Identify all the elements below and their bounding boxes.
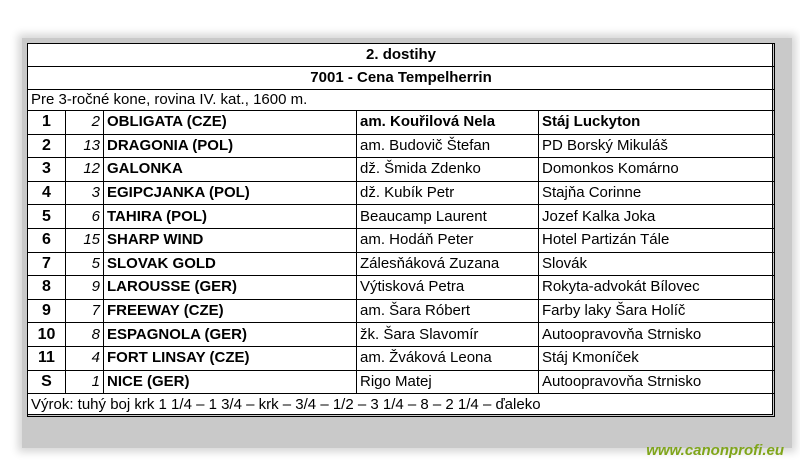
margins-row [28,394,775,417]
jockey-cell: am. Šara Róbert [357,299,539,323]
start-number-cell: 12 [66,158,104,182]
owner-cell: Jozef Kalka Joka [539,205,775,229]
start-number-cell: 5 [66,252,104,276]
start-number-cell: 15 [66,228,104,252]
horse-name-cell: FREEWAY (CZE) [104,299,357,323]
start-number-cell: 7 [66,299,104,323]
jockey-cell: am. Žváková Leona [357,346,539,370]
place-cell: 11 [28,346,66,370]
place-cell: 6 [28,228,66,252]
horse-name-cell: SHARP WIND [104,228,357,252]
place-cell: 4 [28,181,66,205]
start-number-cell: 6 [66,205,104,229]
place-cell: 7 [28,252,66,276]
margins-text: Výrok: tuhý boj krk 1 1/4 – 1 3/4 – krk – 3/4 – 1/2 – 3 1/4 – 8 – 2 1/4 – ďaleko [28,394,775,417]
owner-cell: Hotel Partizán Tále [539,228,775,252]
result-row [28,205,775,229]
horse-name-cell: TAHIRA (POL) [104,205,357,229]
start-number-cell: 13 [66,134,104,158]
horse-name-cell: DRAGONIA (POL) [104,134,357,158]
place-cell: S [28,370,66,394]
horse-name-cell: ESPAGNOLA (GER) [104,323,357,347]
horse-name-cell: SLOVAK GOLD [104,252,357,276]
result-row [28,134,775,158]
jockey-cell: dž. Šmida Zdenko [357,158,539,182]
race-number: 2. dostihy [28,44,775,67]
horse-name-cell: NICE (GER) [104,370,357,394]
result-row [28,228,775,252]
jockey-cell: am. Budovič Štefan [357,134,539,158]
race-conditions: Pre 3-ročné kone, rovina IV. kat., 1600 m. [28,90,775,111]
owner-cell: Domonkos Komárno [539,158,775,182]
start-number-cell: 8 [66,323,104,347]
result-row [28,252,775,276]
owner-cell: Rokyta-advokát Bílovec [539,276,775,300]
horse-name-cell: FORT LINSAY (CZE) [104,346,357,370]
start-number-cell: 2 [66,111,104,135]
jockey-cell: Výtisková Petra [357,276,539,300]
jockey-cell: am. Kouřilová Nela [357,111,539,135]
results-table [27,43,775,417]
owner-cell: Stáj Kmoníček [539,346,775,370]
place-cell: 10 [28,323,66,347]
owner-cell: PD Borský Mikuláš [539,134,775,158]
watermark: www.canonprofi.eu [646,442,784,459]
place-cell: 9 [28,299,66,323]
owner-cell: Stajňa Corinne [539,181,775,205]
result-row [28,276,775,300]
start-number-cell: 1 [66,370,104,394]
place-cell: 8 [28,276,66,300]
result-row [28,299,775,323]
result-row [28,181,775,205]
jockey-cell: dž. Kubík Petr [357,181,539,205]
place-cell: 2 [28,134,66,158]
result-row [28,346,775,370]
owner-cell: Farby laky Šara Holíč [539,299,775,323]
place-cell: 3 [28,158,66,182]
start-number-cell: 4 [66,346,104,370]
place-cell: 5 [28,205,66,229]
horse-name-cell: LAROUSSE (GER) [104,276,357,300]
jockey-cell: žk. Šara Slavomír [357,323,539,347]
jockey-cell: Zálesňáková Zuzana [357,252,539,276]
owner-cell: Slovák [539,252,775,276]
race-title-row [28,67,775,90]
start-number-cell: 3 [66,181,104,205]
result-row [28,370,775,394]
horse-name-cell: GALONKA [104,158,357,182]
result-row [28,323,775,347]
start-number-cell: 9 [66,276,104,300]
owner-cell: Autoopravovňa Strnisko [539,323,775,347]
race-conditions-row [28,90,775,111]
result-row [28,158,775,182]
jockey-cell: Beaucamp Laurent [357,205,539,229]
race-number-row [28,44,775,67]
result-row [28,111,775,135]
owner-cell: Stáj Luckyton [539,111,775,135]
horse-name-cell: OBLIGATA (CZE) [104,111,357,135]
jockey-cell: Rigo Matej [357,370,539,394]
place-cell: 1 [28,111,66,135]
owner-cell: Autoopravovňa Strnisko [539,370,775,394]
horse-name-cell: EGIPCJANKA (POL) [104,181,357,205]
jockey-cell: am. Hodáň Peter [357,228,539,252]
race-title: 7001 - Cena Tempelherrin [28,67,775,90]
